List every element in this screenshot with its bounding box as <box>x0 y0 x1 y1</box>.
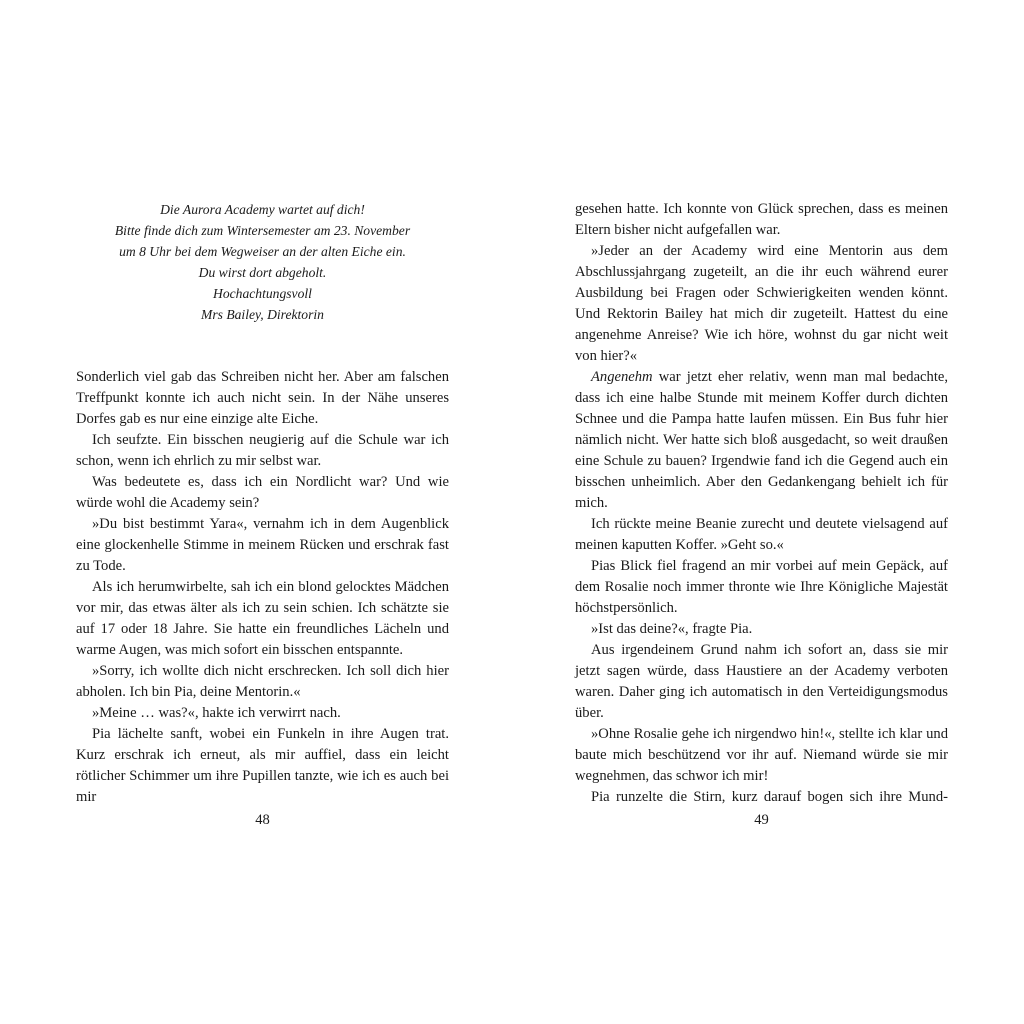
paragraph: »Sorry, ich wollte dich nicht erschrecken. Ich soll dich hier abholen. Ich bin Pia, deine Mentorin.« <box>76 663 449 700</box>
paragraph: »Ist das deine?«, fragte Pia. <box>591 621 753 637</box>
letter-line: Mrs Bailey, Direktorin <box>201 307 324 322</box>
paragraph: Aus irgendeinem Grund nahm ich sofort an, dass sie mir jetzt sagen würde, dass Haustiere an der Academy verboten waren. Daher ging ich automatisch in den Verteidigungsmodus über. <box>575 642 948 721</box>
paragraph <box>575 367 948 514</box>
paragraph: Pia runzelte die Stirn, kurz darauf bogen sich ihre Mund- <box>591 789 948 805</box>
right-body-text <box>575 199 948 808</box>
letter-line: um 8 Uhr bei dem Wegweiser an der alten Eiche ein. <box>119 244 406 259</box>
letter-line: Die Aurora Academy wartet auf dich! <box>160 202 365 217</box>
letter-line: Hochachtungsvoll <box>213 286 312 301</box>
paragraph: Ich rückte meine Beanie zurecht und deutete vielsagend auf meinen kaputten Koffer. »Geht so.« <box>575 516 948 553</box>
paragraph: Was bedeutete es, dass ich ein Nordlicht war? Und wie würde wohl die Academy sein? <box>76 474 449 511</box>
paragraph: Pia lächelte sanft, wobei ein Funkeln in ihre Augen trat. Kurz erschrak ich erneut, als mir auffiel, dass ein leicht rötlicher Schimmer um ihre Pupillen tanzte, wie ich es auch bei mir <box>76 726 449 805</box>
letter-line: Bitte finde dich zum Wintersemester am 23. November <box>114 223 411 238</box>
paragraph: »Ohne Rosalie gehe ich nirgendwo hin!«, stellte ich klar und baute mich beschützend vor ihr auf. Niemand würde sie mir wegnehmen, das schwor ich mir! <box>575 726 948 784</box>
left-body-text <box>76 367 449 808</box>
paragraph: gesehen hatte. Ich konnte von Glück sprechen, dass es meinen Eltern bisher nicht aufgefallen war. <box>575 201 948 238</box>
paragraph: Pias Blick fiel fragend an mir vorbei auf mein Gepäck, auf dem Rosalie noch immer thronte wie Ihre Königliche Majestät höchstpersönlich. <box>575 558 948 616</box>
paragraph: Ich seufzte. Ein bisschen neugierig auf die Schule war ich schon, wenn ich ehrlich zu mir selbst war. <box>76 432 449 469</box>
paragraph: Als ich herumwirbelte, sah ich ein blond gelocktes Mädchen vor mir, das etwas älter als ich zu sein schien. Ich schätzte sie auf 17 oder 18 Jahre. Sie hatte ein freundliches Lächeln und warme Augen, was mich sofort ein bisschen entspannte. <box>76 579 449 658</box>
page-number: 48 <box>255 812 270 828</box>
page-number: 49 <box>754 812 769 828</box>
paragraph-text: war jetzt eher relativ, wenn man mal bedachte, dass ich eine halbe Stunde mit meinem Koffer durch dichten Schnee und die Pampa hatte laufen müssen. Ein Bus fuhr hier nämlich nicht. Wer hatte sich bloß ausgedacht, so weit draußen eine Schule zu bauen? Irgendwie fand ich die Gegend auch ein bisschen unheimlich. Aber den Gedankengang behielt ich für mich. <box>575 369 948 511</box>
emphasis-word: Angenehm <box>591 369 653 385</box>
paragraph: »Meine … was?«, hakte ich verwirrt nach. <box>92 705 341 721</box>
paragraph: Sonderlich viel gab das Schreiben nicht her. Aber am falschen Treffpunkt konnte ich auch nicht sein. In der Nähe unseres Dorfes gab es nur eine einzige alte Eiche. <box>76 369 449 427</box>
invitation-letter <box>76 199 449 325</box>
letter-line: Du wirst dort abgeholt. <box>198 265 327 280</box>
paragraph: »Du bist bestimmt Yara«, vernahm ich in dem Augenblick eine glockenhelle Stimme in meinem Rücken und erschrak fast zu Tode. <box>76 516 449 574</box>
paragraph: »Jeder an der Academy wird eine Mentorin aus dem Abschlussjahrgang zugeteilt, an die ihr euch während eurer Ausbildung bei Fragen oder Schwierigkeiten wenden könnt. Und Rektorin Bailey hat mich dir zugeteilt. Hattest du eine angenehme Anreise? Wie ich höre, wohnst du gar nicht weit von hier?« <box>575 243 948 364</box>
